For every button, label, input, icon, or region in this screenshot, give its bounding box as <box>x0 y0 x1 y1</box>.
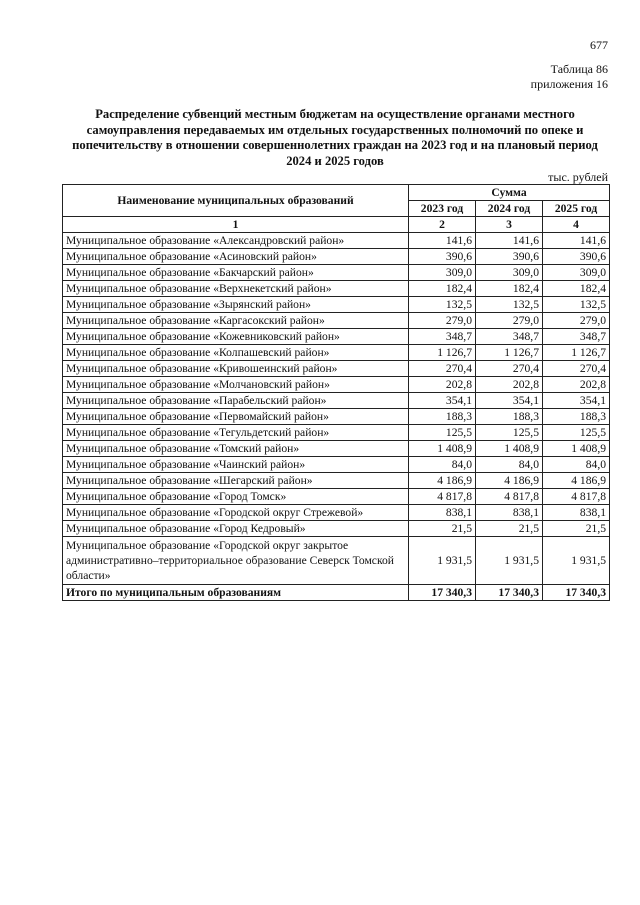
amount-2024: 348,7 <box>476 329 543 345</box>
table-row <box>63 521 610 537</box>
table-row <box>63 505 610 521</box>
document-title: Распределение субвенций местным бюджетам на осуществление органами местного самоуправления передаваемых им отдельных государственных полномочий по опеке и попечительству в отношении совершеннолетних граждан на 2023 год и на плановый период 2024 и 2025 годов <box>72 107 598 168</box>
table-row <box>63 393 610 409</box>
municipality-name: Муниципальное образование «Тегульдетский район» <box>63 425 409 441</box>
amount-2025: 309,0 <box>543 265 610 281</box>
municipality-name: Муниципальное образование «Томский район» <box>63 441 409 457</box>
amount-2025: 141,6 <box>543 233 610 249</box>
header-sum: Сумма <box>409 185 610 201</box>
table-row <box>63 473 610 489</box>
table-row <box>63 441 610 457</box>
amount-2023: 188,3 <box>409 409 476 425</box>
amount-2024: 1 931,5 <box>476 537 543 585</box>
table-row <box>63 377 610 393</box>
table-ref-line1: Таблица 86 <box>550 62 608 76</box>
amount-2023: 141,6 <box>409 233 476 249</box>
amount-2024: 4 817,8 <box>476 489 543 505</box>
amount-2023: 354,1 <box>409 393 476 409</box>
amount-2023: 202,8 <box>409 377 476 393</box>
amount-2023: 4 817,8 <box>409 489 476 505</box>
amount-2025: 132,5 <box>543 297 610 313</box>
table-row <box>63 345 610 361</box>
municipality-name: Муниципальное образование «Каргасокский район» <box>63 313 409 329</box>
amount-2025: 188,3 <box>543 409 610 425</box>
column-number: 3 <box>476 217 543 233</box>
municipality-name: Муниципальное образование «Колпашевский район» <box>63 345 409 361</box>
municipality-name: Муниципальное образование «Первомайский район» <box>63 409 409 425</box>
amount-2025: 125,5 <box>543 425 610 441</box>
table-row <box>63 537 610 585</box>
amount-2024: 1 408,9 <box>476 441 543 457</box>
municipality-name: Муниципальное образование «Бакчарский район» <box>63 265 409 281</box>
amount-2024: 141,6 <box>476 233 543 249</box>
amount-2025: 84,0 <box>543 457 610 473</box>
amount-2024: 309,0 <box>476 265 543 281</box>
table-row <box>63 313 610 329</box>
amount-2023: 84,0 <box>409 457 476 473</box>
total-row <box>63 585 610 601</box>
municipality-name: Муниципальное образование «Городской округ Стрежевой» <box>63 505 409 521</box>
municipality-name: Муниципальное образование «Молчановский район» <box>63 377 409 393</box>
amount-2025: 4 186,9 <box>543 473 610 489</box>
column-number: 2 <box>409 217 476 233</box>
amount-2023: 1 126,7 <box>409 345 476 361</box>
municipality-name: Муниципальное образование «Шегарский район» <box>63 473 409 489</box>
amount-2025: 21,5 <box>543 521 610 537</box>
municipality-name: Муниципальное образование «Верхнекетский район» <box>63 281 409 297</box>
table-row <box>63 265 610 281</box>
header-name: Наименование муниципальных образований <box>63 185 409 217</box>
amount-2024: 1 126,7 <box>476 345 543 361</box>
header-year-2023: 2023 год <box>409 201 476 217</box>
total-label: Итого по муниципальным образованиям <box>63 585 409 601</box>
table-row <box>63 489 610 505</box>
column-numbers-row <box>63 217 610 233</box>
amount-2025: 202,8 <box>543 377 610 393</box>
municipality-name: Муниципальное образование «Кожевниковский район» <box>63 329 409 345</box>
amount-2025: 1 408,9 <box>543 441 610 457</box>
amount-2024: 4 186,9 <box>476 473 543 489</box>
municipality-name: Муниципальное образование «Асиновский район» <box>63 249 409 265</box>
table-row <box>63 233 610 249</box>
amount-2023: 838,1 <box>409 505 476 521</box>
amount-2025: 182,4 <box>543 281 610 297</box>
table-reference <box>531 62 608 92</box>
table-ref-line2: приложения 16 <box>530 77 608 91</box>
amount-2025: 270,4 <box>543 361 610 377</box>
amount-2024: 390,6 <box>476 249 543 265</box>
municipality-name: Муниципальное образование «Кривошеинский район» <box>63 361 409 377</box>
amount-2023: 1 408,9 <box>409 441 476 457</box>
total-2023: 17 340,3 <box>409 585 476 601</box>
table-row <box>63 409 610 425</box>
amount-2023: 309,0 <box>409 265 476 281</box>
table-row <box>63 361 610 377</box>
subvention-table <box>62 184 610 601</box>
amount-2023: 4 186,9 <box>409 473 476 489</box>
amount-2025: 4 817,8 <box>543 489 610 505</box>
amount-2024: 188,3 <box>476 409 543 425</box>
municipality-name: Муниципальное образование «Александровский район» <box>63 233 409 249</box>
column-number: 4 <box>543 217 610 233</box>
table-row <box>63 329 610 345</box>
amount-2024: 132,5 <box>476 297 543 313</box>
amount-2023: 21,5 <box>409 521 476 537</box>
column-number: 1 <box>63 217 409 233</box>
amount-2025: 354,1 <box>543 393 610 409</box>
page-number: 677 <box>590 38 608 52</box>
amount-2024: 354,1 <box>476 393 543 409</box>
amount-2024: 202,8 <box>476 377 543 393</box>
municipality-name: Муниципальное образование «Чаинский район» <box>63 457 409 473</box>
municipality-name: Муниципальное образование «Город Кедровый» <box>63 521 409 537</box>
table-row <box>63 297 610 313</box>
amount-2024: 125,5 <box>476 425 543 441</box>
amount-2024: 84,0 <box>476 457 543 473</box>
table-row <box>63 425 610 441</box>
amount-2023: 270,4 <box>409 361 476 377</box>
total-2024: 17 340,3 <box>476 585 543 601</box>
amount-2024: 838,1 <box>476 505 543 521</box>
amount-2023: 125,5 <box>409 425 476 441</box>
amount-2024: 279,0 <box>476 313 543 329</box>
amount-2025: 1 126,7 <box>543 345 610 361</box>
amount-2023: 390,6 <box>409 249 476 265</box>
table-row <box>63 457 610 473</box>
amount-2025: 1 931,5 <box>543 537 610 585</box>
municipality-name: Муниципальное образование «Зырянский район» <box>63 297 409 313</box>
municipality-name: Муниципальное образование «Городской округ закрытое административно–территориальное образование Северск Томской области» <box>63 537 409 585</box>
amount-2024: 270,4 <box>476 361 543 377</box>
amount-2023: 1 931,5 <box>409 537 476 585</box>
amount-2023: 279,0 <box>409 313 476 329</box>
municipality-name: Муниципальное образование «Город Томск» <box>63 489 409 505</box>
amount-2025: 279,0 <box>543 313 610 329</box>
total-2025: 17 340,3 <box>543 585 610 601</box>
header-year-2024: 2024 год <box>476 201 543 217</box>
amount-2024: 21,5 <box>476 521 543 537</box>
municipality-name: Муниципальное образование «Парабельский район» <box>63 393 409 409</box>
amount-2023: 348,7 <box>409 329 476 345</box>
amount-2025: 348,7 <box>543 329 610 345</box>
amount-2025: 390,6 <box>543 249 610 265</box>
amount-2025: 838,1 <box>543 505 610 521</box>
amount-2023: 132,5 <box>409 297 476 313</box>
unit-label: тыс. рублей <box>548 170 608 184</box>
amount-2023: 182,4 <box>409 281 476 297</box>
amount-2024: 182,4 <box>476 281 543 297</box>
header-year-2025: 2025 год <box>543 201 610 217</box>
table-row <box>63 249 610 265</box>
table-row <box>63 281 610 297</box>
